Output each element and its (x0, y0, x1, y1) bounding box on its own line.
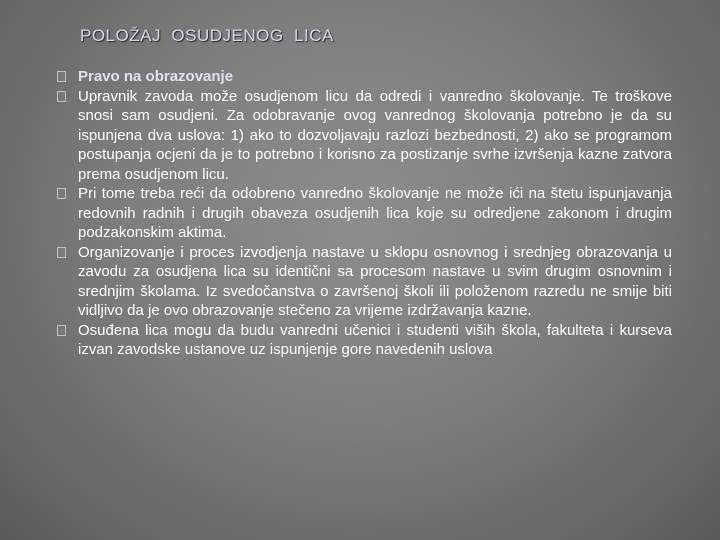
bullet-item (58, 321, 672, 360)
bullet-text: Organizovanje i proces izvodjenja nastave u sklopu osnovnog i srednjeg obrazovanja u zavodu za osudjena lica su identični sa procesom nastave u svim drugim osnovnim i srednjim školama. Iz svedočanstva o završenoj školi ili položenom razredu ne smije biti vidljivo da je ovo obrazovanje stečeno za vrijeme izdržavanja kazne. (78, 243, 672, 319)
bullet-box-icon (57, 71, 66, 82)
bullet-box-icon (57, 325, 66, 336)
bullet-box-icon (57, 188, 66, 199)
bullet-text: Osuđena lica mogu da budu vanredni učenici i studenti viših škola, fakulteta i kurseva izvan zavodske ustanove uz ispunjenje gore navedenih uslova (78, 321, 672, 358)
bullet-box-icon (57, 91, 66, 102)
bullet-list (58, 67, 672, 360)
bullet-item (58, 184, 672, 243)
bullet-item (58, 243, 672, 321)
bullet-text: Pri tome treba reći da odobreno vanredno školovanje ne može ići na štetu ispunjavanja redovnih radnih i drugih obaveza osudjenih lica koje su odredjene zakonom i drugim podzakonskim aktima. (78, 185, 672, 241)
bullet-item (58, 87, 672, 185)
slide-title: POLOŽAJ OSUDJENOG LICA (80, 26, 334, 45)
bullet-box-icon (57, 247, 66, 258)
bullet-heading-text: Pravo na obrazovanje (78, 68, 234, 85)
bullet-text: Upravnik zavoda može osudjenom licu da odredi i vanredno školovanje. Te troškove snosi sam osudjeni. Za odobravanje ovog vanrednog školovanja potrebno je da su ispunjena dva uslova: 1) ako to dozvoljavaju razlozi bezbednosti, 2) ako se programom postupanja ocjeni da je to potrebno i korisno za postizanje svrhe izvršenja kazne zatvora prema osudjenom licu. (78, 87, 672, 183)
bullet-item-heading (58, 67, 672, 87)
